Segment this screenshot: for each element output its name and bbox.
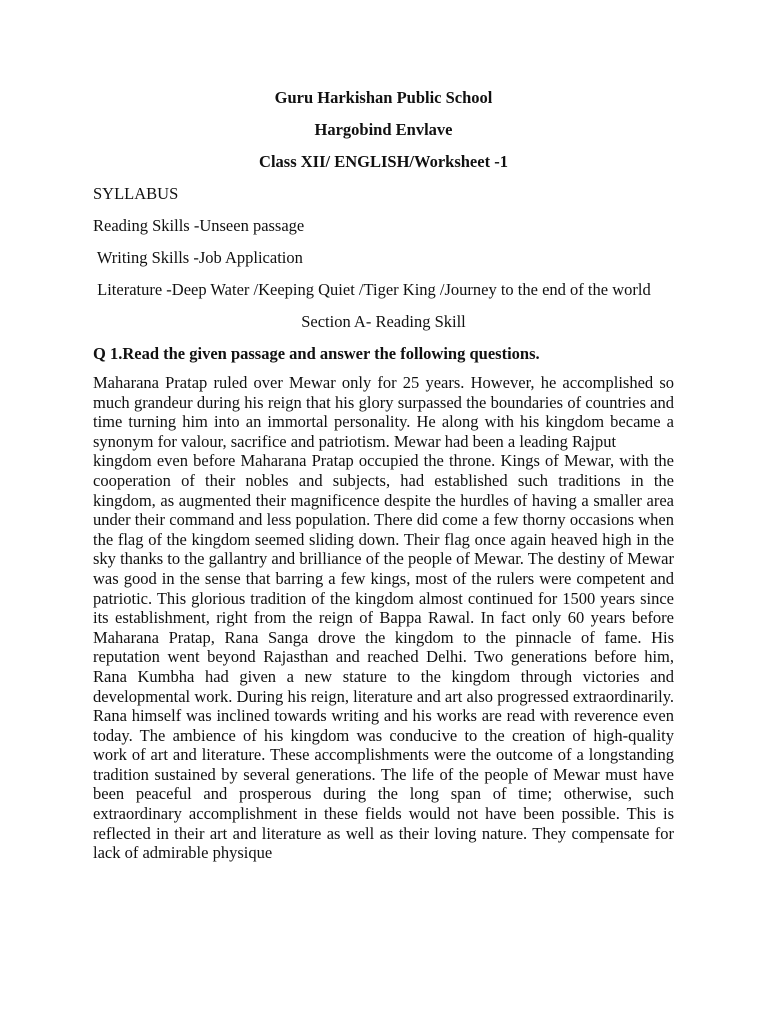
syllabus-reading: Reading Skills -Unseen passage bbox=[93, 216, 305, 235]
class-worksheet-title: Class XII/ ENGLISH/Worksheet -1 bbox=[259, 152, 508, 171]
question-1: Q 1.Read the given passage and answer the following questions. bbox=[93, 344, 540, 363]
passage-paragraph-2: kingdom even before Maharana Pratap occupied the throne. Kings of Mewar, with the cooperation of their nobles and subjects, had established such traditions in the kingdom, as augmented their magnificence despite the hurdles of having a smaller area under their command and less population. There did come a few thorny occasions when the flag of the kingdom seemed sliding down. Their flag once again heaved high in the sky thanks to the gallantry and brilliance of the people of Mewar. The destiny of Mewar was good in the sense that barring a few kings, most of the rulers were competent and patriotic. This glorious tradition of the kingdom almost continued for 1500 years since its establishment, right from the reign of Bappa Rawal. In fact only 60 years before Maharana Pratap, Rana Sanga drove the kingdom to the pinnacle of fame. His reputation went beyond Rajasthan and reached Delhi. Two generations before him, Rana Kumbha had given a new stature to the kingdom through victories and developmental work. During his reign, literature and art also progressed extraordinarily. Rana himself was inclined towards writing and his works are read with reverence even today. The ambience of his kingdom was conducive to the creation of high-quality work of art and literature. These accomplishments were the outcome of a longstanding tradition sustained by several generations. The life of the people of Mewar must have been peaceful and prosperous during the long span of time; otherwise, such extraordinary accomplishment in these fields would not have been possible. This is reflected in their art and literature as well as their loving nature. They compensate for lack of admirable physique bbox=[93, 451, 674, 863]
school-location: Hargobind Envlave bbox=[314, 120, 453, 139]
passage-paragraph-1: Maharana Pratap ruled over Mewar only for 25 years. However, he accomplished so much grandeur during his reign that his glory surpassed the boundaries of countries and time turning him into an immortal personality. He along with his kingdom became a synonym for valour, sacrifice and patriotism. Mewar had been a leading Rajput bbox=[93, 373, 674, 451]
section-title: Section A- Reading Skill bbox=[301, 312, 466, 331]
syllabus-heading: SYLLABUS bbox=[93, 184, 179, 203]
syllabus-literature: Literature -Deep Water /Keeping Quiet /Tiger King /Journey to the end of the world bbox=[93, 280, 651, 299]
syllabus-writing: Writing Skills -Job Application bbox=[93, 248, 303, 267]
school-name: Guru Harkishan Public School bbox=[274, 88, 493, 107]
reading-passage bbox=[93, 373, 674, 863]
